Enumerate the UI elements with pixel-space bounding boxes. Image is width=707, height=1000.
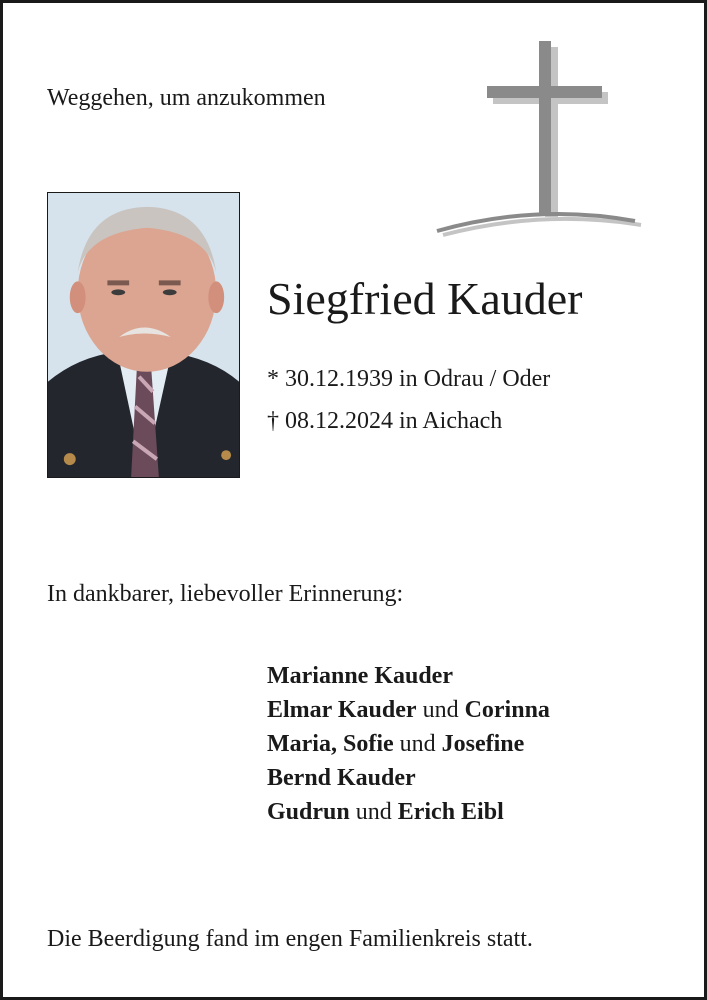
mourner-name: Marianne Kauder bbox=[267, 663, 453, 689]
funeral-note: Die Beerdigung fand im engen Familienkreis statt. bbox=[47, 926, 533, 952]
birth-date: * 30.12.1939 in Odrau / Oder bbox=[267, 366, 551, 392]
thanks-line: In dankbarer, liebevoller Erinnerung: bbox=[47, 581, 404, 607]
mourner-joiner: und bbox=[422, 697, 459, 723]
portrait-photo bbox=[47, 192, 240, 478]
mourner-line bbox=[267, 659, 550, 693]
mourner-line bbox=[267, 761, 550, 795]
mourner-line bbox=[267, 693, 550, 727]
mourner-name: Elmar Kauder bbox=[267, 697, 417, 723]
motto: Weggehen, um anzukommen bbox=[47, 85, 326, 111]
deceased-name: Siegfried Kauder bbox=[267, 273, 583, 324]
mourner-name: Corinna bbox=[464, 697, 550, 723]
life-dates bbox=[267, 358, 550, 442]
mourner-name: Josefine bbox=[441, 731, 525, 757]
death-date: † 08.12.2024 in Aichach bbox=[267, 408, 503, 434]
mourner-joiner: und bbox=[355, 799, 392, 825]
mourner-line bbox=[267, 727, 550, 761]
mourner-name: Bernd Kauder bbox=[267, 765, 416, 791]
mourner-name: Gudrun bbox=[267, 799, 350, 825]
mourner-line bbox=[267, 795, 550, 829]
cross-icon bbox=[433, 37, 648, 242]
mourners-list bbox=[267, 659, 550, 829]
mourner-name: Erich Eibl bbox=[397, 799, 504, 825]
mourner-name: Maria, Sofie bbox=[267, 731, 394, 757]
mourner-joiner: und bbox=[399, 731, 436, 757]
